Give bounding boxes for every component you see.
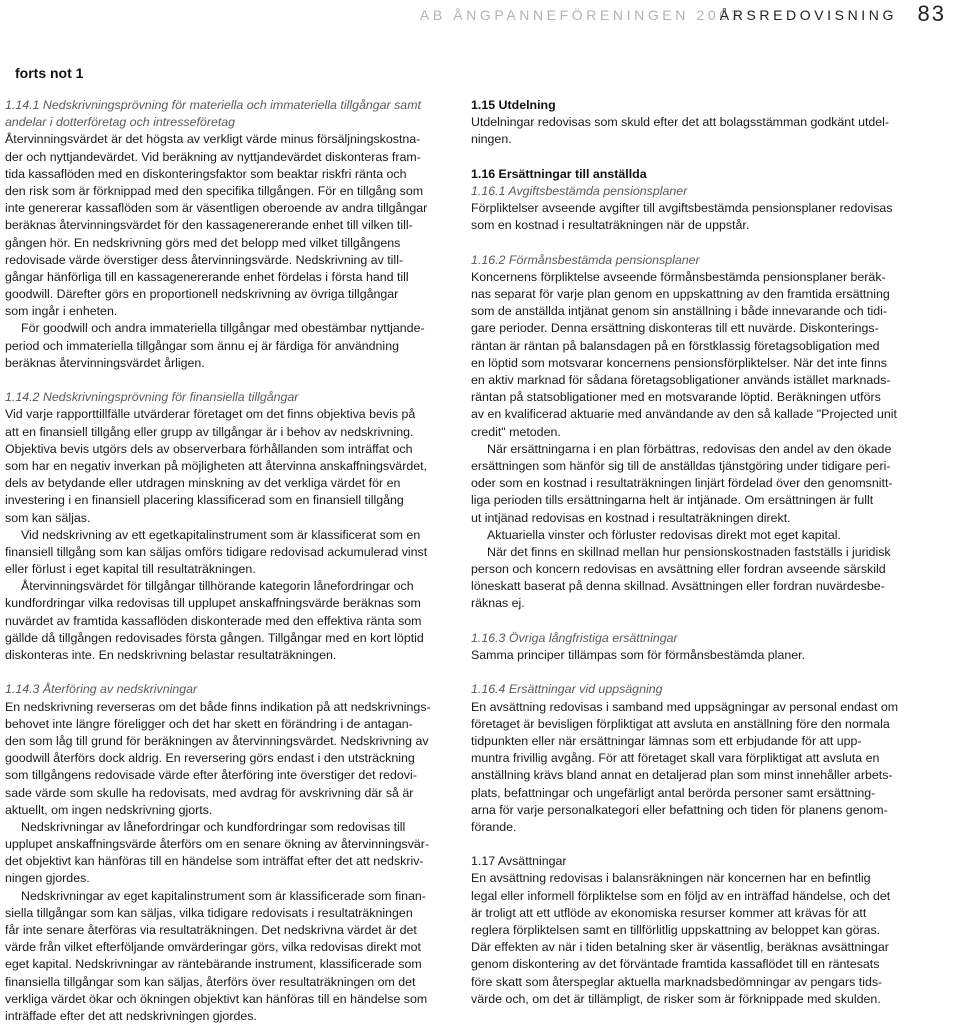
- right-text-line: en aktiv marknad för sådana företagsobligationer används istället marknads-: [471, 373, 891, 387]
- right-text-line: Utdelningar redovisas som skuld efter det att bolagsstämman godkänt utdel-: [471, 115, 890, 130]
- right-text-line: ersättningen som hänför sig till de anställdas tjänstgöring under tidigare peri-: [471, 458, 891, 473]
- right-text-line: ut intjänad redovisas en kostnad i resultaträkningen direkt.: [471, 510, 791, 525]
- page-number: 83: [917, 1, 946, 26]
- left-text-line: att en finansiell tillgång eller grupp av tillgångar är i behov av nedskrivning.: [5, 424, 414, 439]
- left-text-line: inträffade efter det att nedskrivningen gjordes.: [5, 1008, 257, 1023]
- paragraph-gap: [471, 235, 901, 252]
- right-text-line: person och koncern redovisas en avsättning eller fordran avseende särskild: [471, 562, 886, 577]
- right-text-line: tidpunkten eller när ersättningar lämnas som ett erbjudande för att upp-: [471, 733, 862, 748]
- left-text-line: som kan säljas.: [5, 510, 91, 525]
- right-text-line: När det finns en skillnad mellan hur pensionskostnaden fastställs i juridisk: [487, 544, 891, 559]
- right-text-line: arna för varje personalkategori eller befattning och tiden för planens genom-: [471, 802, 888, 817]
- right-text-line: liga perioden tills ersättningarna helt är intjänade. Om ersättningen är fullt: [471, 493, 874, 508]
- left-text-line: goodwill återförs dock aldrig. En reversering görs endast i den utsträckning: [5, 751, 415, 766]
- left-text-line: tida kassaflöden med en diskonteringsfaktor som beaktar riskfri ränta och: [5, 166, 407, 181]
- left-text-line: Återvinningsvärdet för tillgångar tillhörande kategorin lånefordringar och: [21, 579, 414, 594]
- right-text-line: gare perioder. Denna ersättning diskonteras till ett nuvärde. Diskonterings-: [471, 321, 879, 336]
- left-text-line: upplupet anskaffningsvärde återförs om en senare ökning av återvinningsvär-: [5, 837, 430, 852]
- left-text-line: gångar hänförliga till en kassagenererande enhet fördelas i första hand till: [5, 269, 409, 284]
- left-text-line: aktuellt, om ingen nedskrivning gjorts.: [5, 802, 213, 817]
- left-text-line: investering i en finansiell placering klassificerad som en finansiell tillgång: [5, 493, 404, 508]
- left-column: [5, 97, 435, 1025]
- left-text-line: inte genererar kassaflöden som är väsentligen oberoende av andra tillgångar: [5, 201, 428, 216]
- left-text-line: finansiella tillgångar som kan säljas, återförs över resultaträkningen om det: [5, 974, 416, 989]
- right-text-line: plats, befattningar och ungefärligt antal berörda personer samt ersättning-: [471, 785, 876, 800]
- right-text-line: muntra frivillig avgång. För att företaget skall vara förpliktigat att avsluta en: [471, 751, 880, 766]
- right-text-line: reglera förpliktelsen samt en tillförlitlig uppskattning av beloppet kan göras.: [471, 923, 881, 937]
- left-text-line: beräknas återvinningsvärdet för den kassagenererande enhet till vilken till-: [5, 218, 413, 233]
- right-text-line: 1.17 Avsättningar: [471, 854, 567, 869]
- right-text-line: som de anställda intjänat genom sin anställning i både innevarande och tidi-: [471, 304, 888, 319]
- right-text-line: förande.: [471, 819, 517, 834]
- page-header: [0, 1, 960, 26]
- left-text-line: som har en negativ inverkan på möjligheten att återvinna anskaffningsvärdet,: [5, 458, 427, 473]
- left-text-line: den som låg till grund för beräkningen av återvinningsvärdet. Nedskrivning av: [5, 733, 429, 748]
- right-text-line: credit" metoden.: [471, 424, 561, 439]
- right-column: [471, 97, 901, 1008]
- right-heading-line: 1.16.1 Avgiftsbestämda pensionsplaner: [471, 183, 688, 198]
- left-text-line: goodwill. Därefter görs en proportionell nedskrivning av övriga tillgångar: [5, 287, 399, 302]
- right-text-line: räntan på statsobligationer med en motsvarande löptid. Beräkningen utförs: [471, 390, 881, 405]
- left-text-line: får inte senare återföras via resultaträkningen. Det nedskrivna värdet är det: [5, 923, 417, 937]
- left-text-line: period och immateriella tillgångar som ännu ej är färdiga för användning: [5, 338, 399, 353]
- right-text-line: värde och, om det är tillämpligt, de risker som är förknippade med skulden.: [471, 991, 881, 1006]
- left-text-line: nuvärdet av framtida kassaflöden diskonterade med den effektiva ränta som: [5, 613, 422, 628]
- paragraph-gap: [471, 149, 901, 166]
- right-text-line: Förpliktelser avseende avgifter till avgiftsbestämda pensionsplaner redovisas: [471, 201, 893, 216]
- left-text-line: siella tillgångar som kan säljas, vilka tidigare redovisats i resultaträkningen: [5, 905, 413, 920]
- right-text-line: oder som en kostnad i resultaträkningen linjärt fördelad över den genomsnitt-: [471, 476, 893, 491]
- right-heading-line: 1.15 Utdelning: [471, 98, 556, 112]
- right-heading-line: 1.16.4 Ersättningar vid uppsägning: [471, 682, 663, 697]
- right-text-line: räknas ej.: [471, 596, 525, 611]
- right-heading-line: 1.16 Ersättningar till anställda: [471, 166, 647, 181]
- left-text-line: För goodwill och andra immateriella tillgångar med obestämbar nyttjande-: [21, 321, 425, 336]
- right-text-line: Aktuariella vinster och förluster redovisas direkt mot eget kapital.: [487, 527, 841, 542]
- left-text-line: behovet inte längre föreligger och det har skett en förändring i de antagan-: [5, 716, 413, 731]
- right-heading-line: 1.16.3 Övriga långfristiga ersättningar: [471, 630, 678, 645]
- left-text-line: Vid varje rapporttillfälle utvärderar företaget om det finns objektiva bevis på: [5, 407, 416, 422]
- right-text-line: genom diskontering av det förväntade framtida kassaflödet till en räntesats: [471, 957, 880, 972]
- left-text-line: det objektivt kan hänföras till en händelse som inträffat efter det att nedskriv-: [5, 854, 424, 869]
- left-text-line: beräknas återvinningsvärdet årligen.: [5, 355, 205, 370]
- right-text-line: När ersättningarna i en plan förbättras, redovisas den andel av den ökade: [487, 441, 892, 456]
- right-text-line: av en kvalificerad aktuarie med användande av den så kallade "Projected unit: [471, 407, 897, 422]
- left-text-line: värde från vilket efterföljande omvärderingar görs, vilka redovisas direkt mot: [5, 940, 421, 955]
- left-heading-line: 1.14.2 Nedskrivningsprövning för finansiella tillgångar: [5, 390, 299, 405]
- right-text-line: är troligt att ett utflöde av ekonomiska resurser kommer att krävas för att: [471, 905, 867, 920]
- left-text-line: Objektiva bevis utgörs dels av observerbara förhållanden som inträffat och: [5, 441, 413, 456]
- paragraph-gap: [471, 836, 901, 853]
- left-text-line: dels av betydande eller utdragen minskning av det verkliga värdet för en: [5, 476, 401, 491]
- right-text-line: som en kostnad i resultaträkningen när de uppstår.: [471, 218, 750, 233]
- right-text-line: räntan är räntan på balansdagen på en förstklassig företagsobligation med: [471, 338, 880, 353]
- left-text-line: redovisade värde överstiger dess återvinningsvärde. Nedskrivning av till-: [5, 252, 404, 267]
- right-text-line: anställning krävs bland annat en detaljerad plan som minst innehåller arbets-: [471, 768, 893, 783]
- left-text-line: eget kapital. Nedskrivningar av räntebärande instrument, klassificerade som: [5, 957, 422, 972]
- paragraph-gap: [5, 664, 435, 681]
- left-text-line: gången hör. En nedskrivning görs med det belopp med vilket tillgångens: [5, 235, 401, 250]
- left-text-line: verkliga värdet ökar och ökningen objektivt kan hänföras till en händelse som: [5, 991, 428, 1006]
- left-text-line: som ingår i enheten.: [5, 304, 118, 319]
- left-text-line: som tillgångens redovisade värde efter återföring inte överstiger det redovi-: [5, 768, 417, 783]
- right-text-line: ningen.: [471, 132, 512, 147]
- continuation-label: forts not 1: [15, 65, 84, 81]
- left-heading-line: andelar i dotterföretag och intresseföretag: [5, 115, 236, 130]
- right-text-line: nas separat för varje plan genom en uppskattning av den framtida ersättning: [471, 287, 890, 302]
- right-text-line: Koncernens förpliktelse avseende förmånsbestämda pensionsplaner beräk-: [471, 269, 886, 284]
- right-text-line: En avsättning redovisas i balansräkningen när koncernen har en befintlig: [471, 871, 871, 886]
- left-text-line: der och nyttjandevärdet. Vid beräkning av nyttjandevärdet diskonteras fram-: [5, 149, 421, 164]
- left-text-line: Nedskrivningar av eget kapitalinstrument som är klassificerade som finan-: [21, 888, 426, 903]
- left-text-line: diskonteras inte. En nedskrivning belastar resultaträkningen.: [5, 648, 337, 662]
- section-title: ÅRSREDOVISNING: [719, 7, 897, 23]
- organization-name: AB ÅNGPANNEFÖRENINGEN 2007: [419, 7, 742, 23]
- left-text-line: En nedskrivning reverseras om det både finns indikation på att nedskrivnings-: [5, 699, 431, 714]
- left-text-line: Vid nedskrivning av ett egetkapitalinstrument som är klassificerat som en: [21, 527, 421, 542]
- right-text-line: löneskatt baserat på denna skillnad. Avsättningen eller fordran nuvärdesbe-: [471, 579, 885, 594]
- paragraph-gap: [471, 664, 901, 681]
- left-text-line: eller förlust i eget kapital till resultaträkningen.: [5, 562, 256, 577]
- left-text-line: sade värde som skulle ha redovisats, med avdrag för avskrivning där så är: [5, 785, 414, 800]
- left-text-line: Nedskrivningar av lånefordringar och kundfordringar som redovisas till: [21, 819, 406, 834]
- left-text-line: finansiell tillgång som kan säljas omförs tidigare redovisad ackumulerad vinst: [5, 544, 428, 559]
- right-text-line: Samma principer tillämpas som för förmånsbestämda planer.: [471, 648, 805, 662]
- right-text-line: En avsättning redovisas i samband med uppsägningar av personal endast om: [471, 699, 899, 714]
- paragraph-gap: [471, 613, 901, 630]
- right-text-line: företaget är bevisligen förpliktigat att avsluta en anställning före den normala: [471, 716, 890, 731]
- left-text-line: den risk som är förknippad med den specifika tillgången. För en tillgång som: [5, 183, 424, 198]
- left-heading-line: 1.14.1 Nedskrivningsprövning för materiella och immateriella tillgångar samt: [5, 98, 421, 112]
- right-text-line: legal eller informell förpliktelse som en följd av en inträffad händelse, och det: [471, 888, 891, 903]
- right-text-line: Där effekten av när i tiden betalning sker är väsentlig, beräknas avsättningar: [471, 940, 889, 955]
- left-heading-line: 1.14.3 Återföring av nedskrivningar: [5, 682, 198, 697]
- right-heading-line: 1.16.2 Förmånsbestämda pensionsplaner: [471, 252, 700, 267]
- left-text-line: gällde då tillgången redovisades första gången. Tillgångar med en kort löptid: [5, 630, 424, 645]
- left-text-line: ningen gjordes.: [5, 871, 90, 886]
- right-text-line: före skatt som återspeglar aktuella marknadsbedömningar av pengars tids-: [471, 974, 883, 989]
- left-text-line: kundfordringar vilka redovisas till upplupet anskaffningsvärde beräknas som: [5, 596, 421, 611]
- left-text-line: Återvinningsvärdet är det högsta av verkligt värde minus försäljningskostna-: [5, 132, 421, 147]
- paragraph-gap: [5, 372, 435, 389]
- right-text-line: en löptid som motsvarar koncernens pensionsförpliktelser. När det inte finns: [471, 355, 887, 370]
